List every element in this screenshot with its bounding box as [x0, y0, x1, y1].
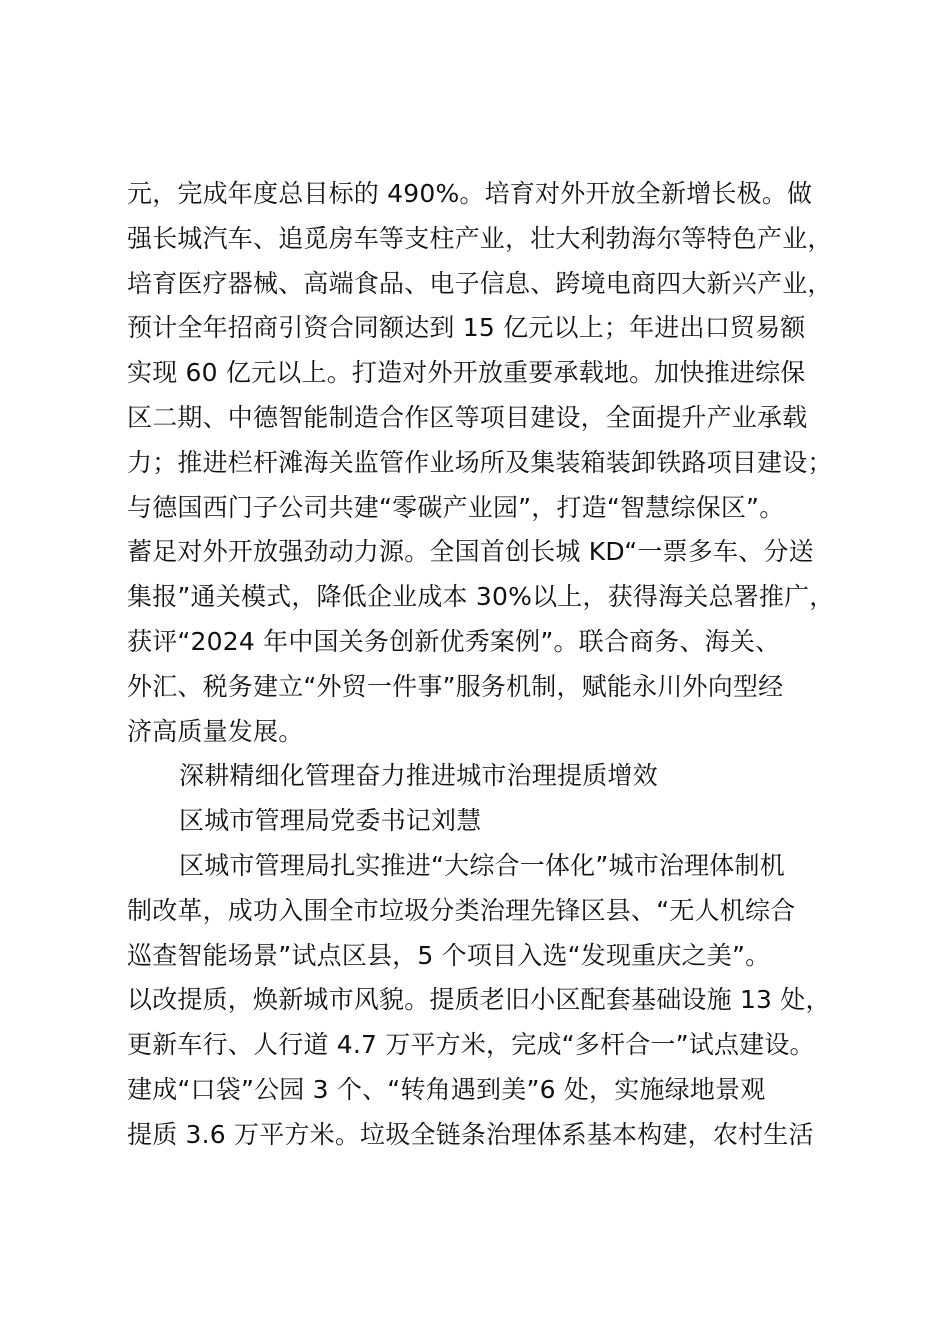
text-line: 区二期、中德智能制造合作区等项目建设，全面提升产业承载: [127, 402, 808, 432]
text-line: 更新车行、人行道 4.7 万平方米，完成“多杆合一”试点建设。: [127, 1030, 815, 1060]
text-line: 巡查智能场景”试点区县，5 个项目入选“发现重庆之美”。: [127, 940, 771, 970]
text-line: 以改提质，焕新城市风貌。提质老旧小区配套基础设施 13 处，: [127, 985, 831, 1015]
text-line: 集报”通关模式，降低企业成本 30%以上，获得海关总署推广，: [127, 582, 835, 612]
text-line: 实现 60 亿元以上。打造对外开放重要承载地。加快推进综保: [127, 358, 806, 388]
text-line: 力；推进栏杆滩海关监管作业场所及集装箱装卸铁路项目建设；: [127, 447, 833, 477]
text-line: 与德国西门子公司共建“零碳产业园”，打造“智慧综保区”。: [127, 492, 785, 522]
text-line: 建成“口袋”公园 3 个、“转角遇到美”6 处，实施绿地景观: [127, 1074, 766, 1104]
text-line: 培育医疗器械、高端食品、电子信息、跨境电商四大新兴产业，: [127, 268, 833, 298]
author-line: 区城市管理局党委书记刘慧: [179, 806, 482, 836]
text-line: 预计全年招商引资合同额达到 15 亿元以上；年进出口贸易额: [127, 313, 806, 343]
text-line: 济高质量发展。: [127, 716, 304, 746]
text-line: 区城市管理局扎实推进“大综合一体化”城市治理体制机: [179, 850, 785, 880]
body-text: [127, 172, 857, 1158]
text-line: 外汇、税务建立“外贸一件事”服务机制，赋能永川外向型经: [127, 671, 784, 701]
text-line: 提质 3.6 万平方米。垃圾全链条治理体系基本构建，农村生活: [127, 1119, 814, 1149]
section-heading: 深耕精细化管理奋力推进城市治理提质增效: [179, 761, 658, 791]
text-line: 制改革，成功入围全市垃圾分类治理先锋区县、“无人机综合: [127, 895, 796, 925]
text-line: 元，完成年度总目标的 490%。培育对外开放全新增长极。做: [127, 179, 813, 208]
text-line: 蓄足对外开放强劲动力源。全国首创长城 KD“一票多车、分送: [127, 537, 814, 567]
text-line: 强长城汽车、追觅房车等支柱产业，壮大利勃海尔等特色产业，: [127, 223, 833, 253]
text-line: 获评“2024 年中国关务创新优秀案例”。联合商务、海关、: [127, 626, 781, 656]
